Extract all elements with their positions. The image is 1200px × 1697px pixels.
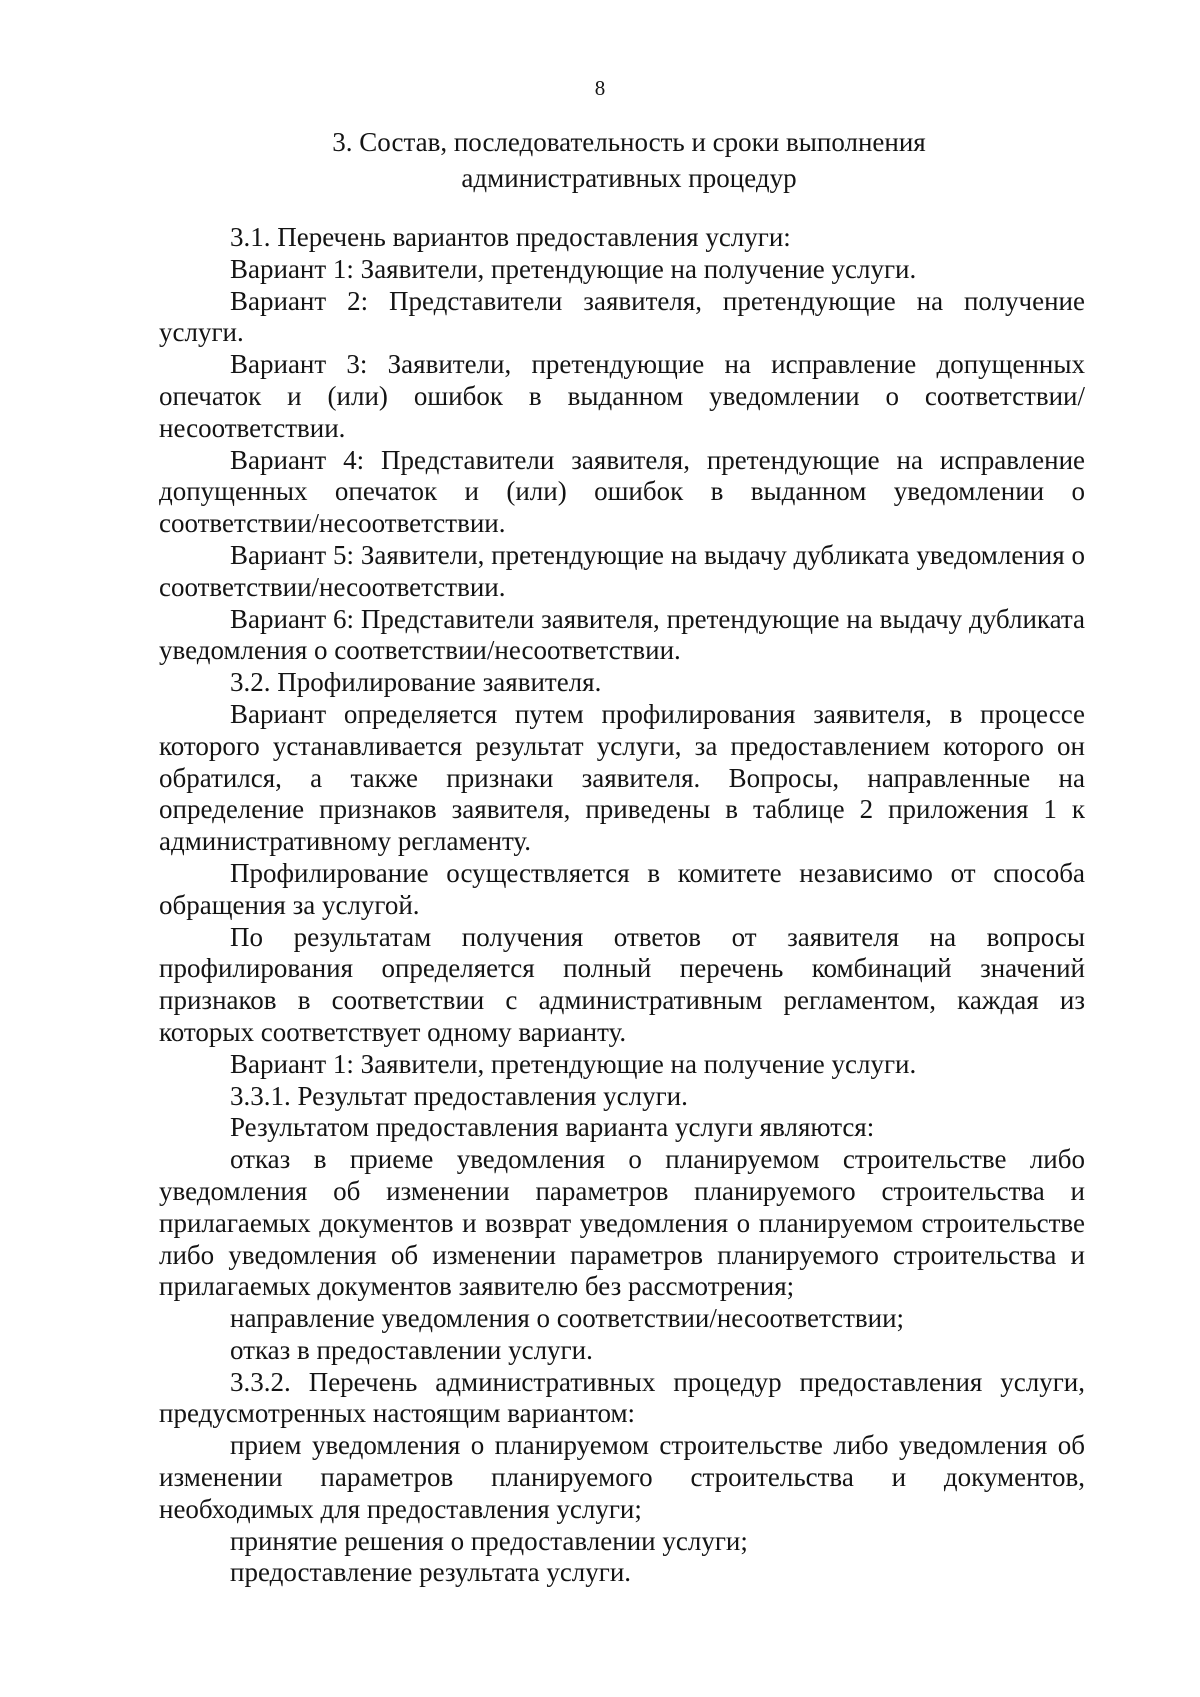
- paragraph-results-intro: Результатом предоставления варианта услуги являются:: [230, 1112, 875, 1143]
- paragraph-3-2: 3.2. Профилирование заявителя.: [230, 667, 602, 698]
- paragraph-variant-5: Вариант 5: Заявители, претендующие на выдачу дубликата уведомления о соответствии/несоответствии.: [159, 539, 1085, 602]
- paragraph-variant-3: Вариант 3: Заявители, претендующие на исправление допущенных опечаток и (или) ошибок в выданном уведомлении о соответствии/несоответствии.: [159, 349, 1085, 443]
- document-body: [159, 222, 1085, 1589]
- paragraph-procedure-decision: принятие решения о предоставлении услуги;: [230, 1525, 748, 1556]
- paragraph-variant-1: Вариант 1: Заявители, претендующие на получение услуги.: [230, 253, 917, 284]
- paragraph-3-3-2: 3.3.2. Перечень административных процедур предоставления услуги, предусмотренных настоящим вариантом:: [159, 1366, 1085, 1429]
- paragraph-profiling-results: По результатам получения ответов от заявителя на вопросы профилирования определяется полный перечень комбинаций значений признаков в соответствии с административным регламентом, каждая из которых соответствует одному варианту.: [159, 921, 1085, 1047]
- paragraph-result-refusal-service: отказ в предоставлении услуги.: [230, 1334, 593, 1365]
- paragraph-profiling-location: Профилирование осуществляется в комитете независимо от способа обращения за услугой.: [159, 857, 1085, 920]
- section-title-line-2: административных процедур: [461, 163, 797, 193]
- section-title: [0, 124, 1200, 196]
- paragraph-variant-2: Вариант 2: Представители заявителя, претендующие на получение услуги.: [159, 285, 1085, 348]
- paragraph-procedure-reception: прием уведомления о планируемом строительстве либо уведомления об изменении параметров планируемого строительства и документов, необходимых для предоставления услуги;: [159, 1430, 1085, 1524]
- paragraph-3-1: 3.1. Перечень вариантов предоставления услуги:: [230, 222, 791, 252]
- paragraph-variant-4: Вариант 4: Представители заявителя, претендующие на исправление допущенных опечаток и (или) ошибок в выданном уведомлении о соответствии/несоответствии.: [159, 444, 1085, 539]
- section-title-line-1: 3. Состав, последовательность и сроки выполнения: [332, 127, 926, 157]
- paragraph-3-3-1: 3.3.1. Результат предоставления услуги.: [230, 1080, 688, 1111]
- paragraph-procedure-result: предоставление результата услуги.: [230, 1557, 632, 1588]
- page-number: 8: [594, 76, 606, 100]
- paragraph-variant-6: Вариант 6: Представители заявителя, претендующие на выдачу дубликата уведомления о соответствии/несоответствии.: [159, 603, 1085, 666]
- paragraph-result-notification: направление уведомления о соответствии/несоответствии;: [230, 1303, 905, 1334]
- paragraph-profiling-method: Вариант определяется путем профилирования заявителя, в процессе которого устанавливается результат услуги, за предоставлением которого он обратился, а также признаки заявителя. Вопросы, направленные на определение признаков заявителя, приведены в таблице 2 приложения 1 к административному регламенту.: [159, 698, 1085, 857]
- paragraph-result-refusal-acceptance: отказ в приеме уведомления о планируемом строительстве либо уведомления об изменении параметров планируемого строительства и прилагаемых документов и возврат уведомления о планируемом строительстве либо уведомления об изменении параметров планируемого строительства и прилагаемых документов заявителю без рассмотрения;: [159, 1144, 1085, 1302]
- paragraph-variant-1-heading: Вариант 1: Заявители, претендующие на получение услуги.: [230, 1048, 917, 1079]
